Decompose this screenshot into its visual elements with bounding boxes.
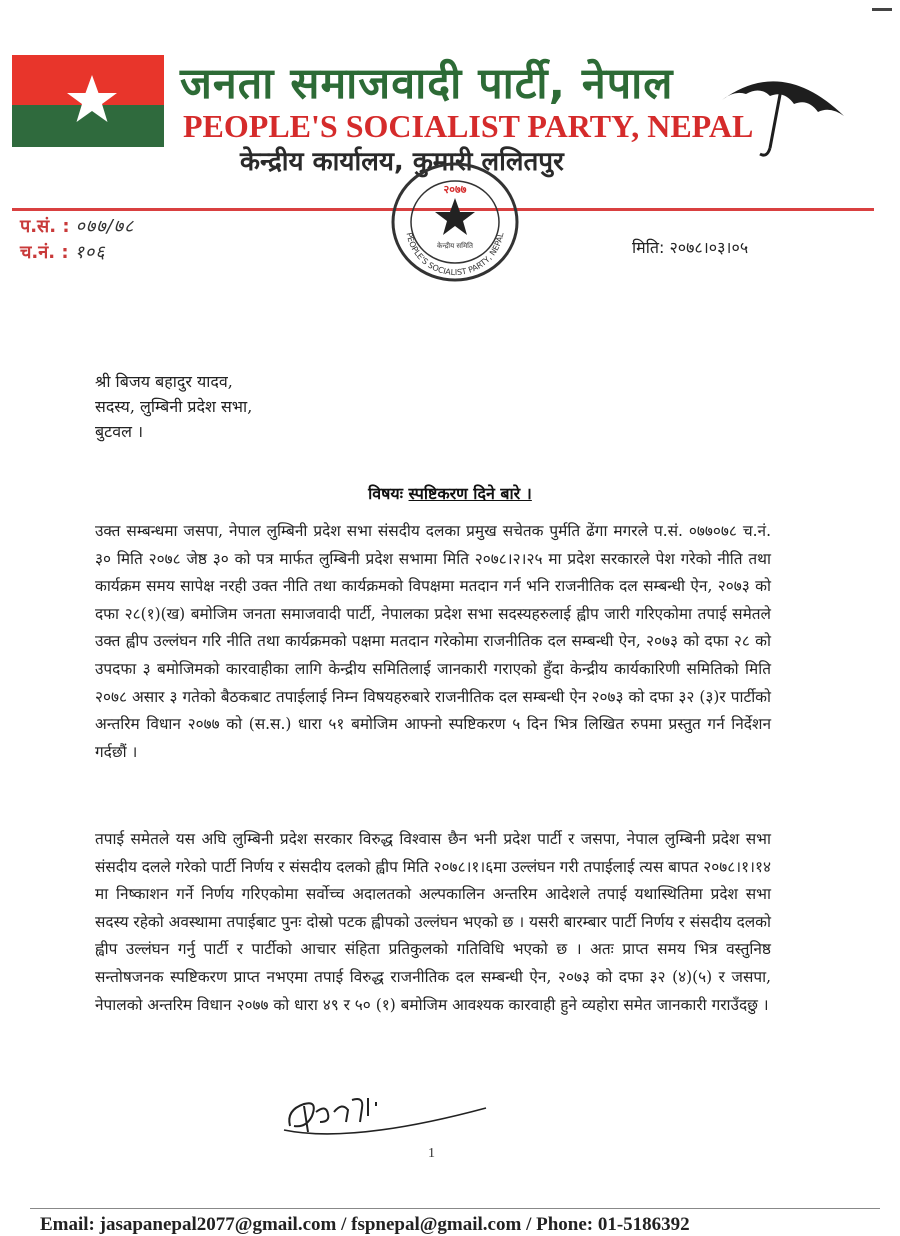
letter-date: मिति: २०७८।०३।०५	[632, 238, 749, 257]
body-paragraph-1: उक्त सम्बन्धमा जसपा, नेपाल लुम्बिनी प्रदेश सभा संसदीय दलका प्रमुख सचेतक पुर्मति ढेंगा मगरले प.सं. ०७७०७८ च.नं. ३० मिति २०७८ जेष्ठ ३० को पत्र मार्फत लुम्बिनी प्रदेश सभामा मिति २०७८।२।२५ मा प्रदेश सरकारले पेश गरेको नीति तथा कार्यक्रम समय सापेक्ष नरही उक्त नीति तथा कार्यक्रमको विपक्षमा मतदान गर्न भनि राजनीतिक दल सम्बन्धी ऐन, २०७३ को दफा २८(१)(ख) बमोजिम जनता समाजवादी पार्टी, नेपालका प्रदेश सभा सदस्यहरुलाई ह्वीप जारी गरिएकोमा तपाई समेतले उक्त ह्वीप उल्लंघन गरि नीति तथा कार्यक्रमको पक्षमा मतदान गरेकोमा राजनीतिक दल सम्बन्धी ऐन, २०७३ को दफा २८ को उपदफा ३ बमोजिमको कारवाहीका लागि केन्द्रीय समितिलाई जानकारी गराएको हुँदा केन्द्रीय कार्यकारिणी समितिको मिति २०७८ असार ३ गतेको बैठकबाट तपाईलाई निम्न विषयहरुबारे राजनीतिक दल सम्बन्धी ऐन २०७३ को दफा ३२ (३)र पार्टीको अन्तरिम विधान २०७७ को (स.स.) धारा ५१ बमोजिम आफ्नो स्पष्टिकरण ५ दिन भित्र लिखित रुपमा प्रस्तुत गर्न निर्देशन गर्दछौं ।	[95, 522, 771, 761]
body-paragraph-2: तपाई समेतले यस अघि लुम्बिनी प्रदेश सरकार विरुद्ध विश्वास छैन भनी प्रदेश पार्टी र जसपा, नेपाल लुम्बिनी प्रदेश सभा संसदीय दलले गरेको पार्टी निर्णय र संसदीय दलको ह्वीप मिति २०७८।१।६मा उल्लंघन गरी तपाईलाई त्यस बापत २०७८।१।१४ मा निष्काशन गर्ने निर्णय गरिएकोमा सर्वोच्च अदालतको अल्पकालिन अन्तरिम आदेशले तपाई यथास्थितिमा प्रदेश सभा सदस्य रहेको अवस्थामा तपाईबाट पुनः दोस्रो पटक ह्वीपको उल्लंघन भएको छ । यसरी बारम्बार पार्टी निर्णय र संसदीय दलको ह्वीप उल्लंघन गर्नु पार्टी र पार्टीको आचार संहिता प्रतिकुलको गतिविधि भएको छ । अतः प्राप्त समय भित्र वस्तुनिष्ठ सन्तोषजनक स्पष्टिकरण प्राप्त नभएमा तपाई विरुद्ध राजनीतिक दल सम्बन्धी ऐन, २०७३ को दफा ३२ (४)(५) र जसपा, नेपालको अन्तरिम विधान २०७७ को धारा ४९ र ५० (१) बमोजिम आवश्यक कारवाही हुने व्यहोरा समेत जानकारी गराउँदछु ।	[95, 830, 771, 1014]
cn-label: च.नं. :	[20, 242, 69, 263]
star-icon	[12, 55, 164, 147]
recipient-position: सदस्य, लुम्बिनी प्रदेश सभा,	[95, 397, 253, 416]
ps-value: ०७७/७८	[75, 216, 135, 237]
corner-mark	[872, 8, 892, 11]
recipient-name: श्री बिजय बहादुर यादव,	[95, 372, 233, 391]
seal-top-text: केन्द्रीय समिति	[437, 242, 473, 250]
office-address: केन्द्रीय कार्यालय, कुमारी ललितपुर	[240, 147, 564, 177]
footer-contact: Email: jasapanepal2077@gmail.com / fspnepal@gmail.com / Phone: 01-5186392	[40, 1214, 690, 1235]
umbrella-icon	[712, 62, 852, 162]
ps-label: प.सं. :	[20, 216, 70, 237]
seal-bottom-text: PEOPLE'S SOCIALIST PARTY, NEPAL	[404, 231, 506, 278]
footer-divider	[30, 1208, 880, 1209]
cn-value: १०६	[74, 242, 106, 263]
seal-star-icon	[435, 198, 475, 235]
party-name-nepali: जनता समाजवादी पार्टी, नेपाल	[180, 59, 674, 109]
ps-reference	[20, 214, 134, 238]
subject-line	[0, 482, 900, 504]
subject-label: विषयः	[368, 484, 403, 503]
signature	[282, 1086, 492, 1148]
subject-text: स्पष्टिकरण दिने बारे ।	[408, 484, 532, 503]
seal-year: २०७७	[443, 183, 467, 196]
party-flag	[12, 55, 164, 147]
cn-reference	[20, 240, 106, 264]
page-number: 1	[428, 1146, 435, 1161]
party-name-english: PEOPLE'S SOCIALIST PARTY, NEPAL	[183, 108, 754, 144]
party-seal	[388, 160, 522, 284]
recipient-location: बुटवल ।	[95, 422, 144, 441]
